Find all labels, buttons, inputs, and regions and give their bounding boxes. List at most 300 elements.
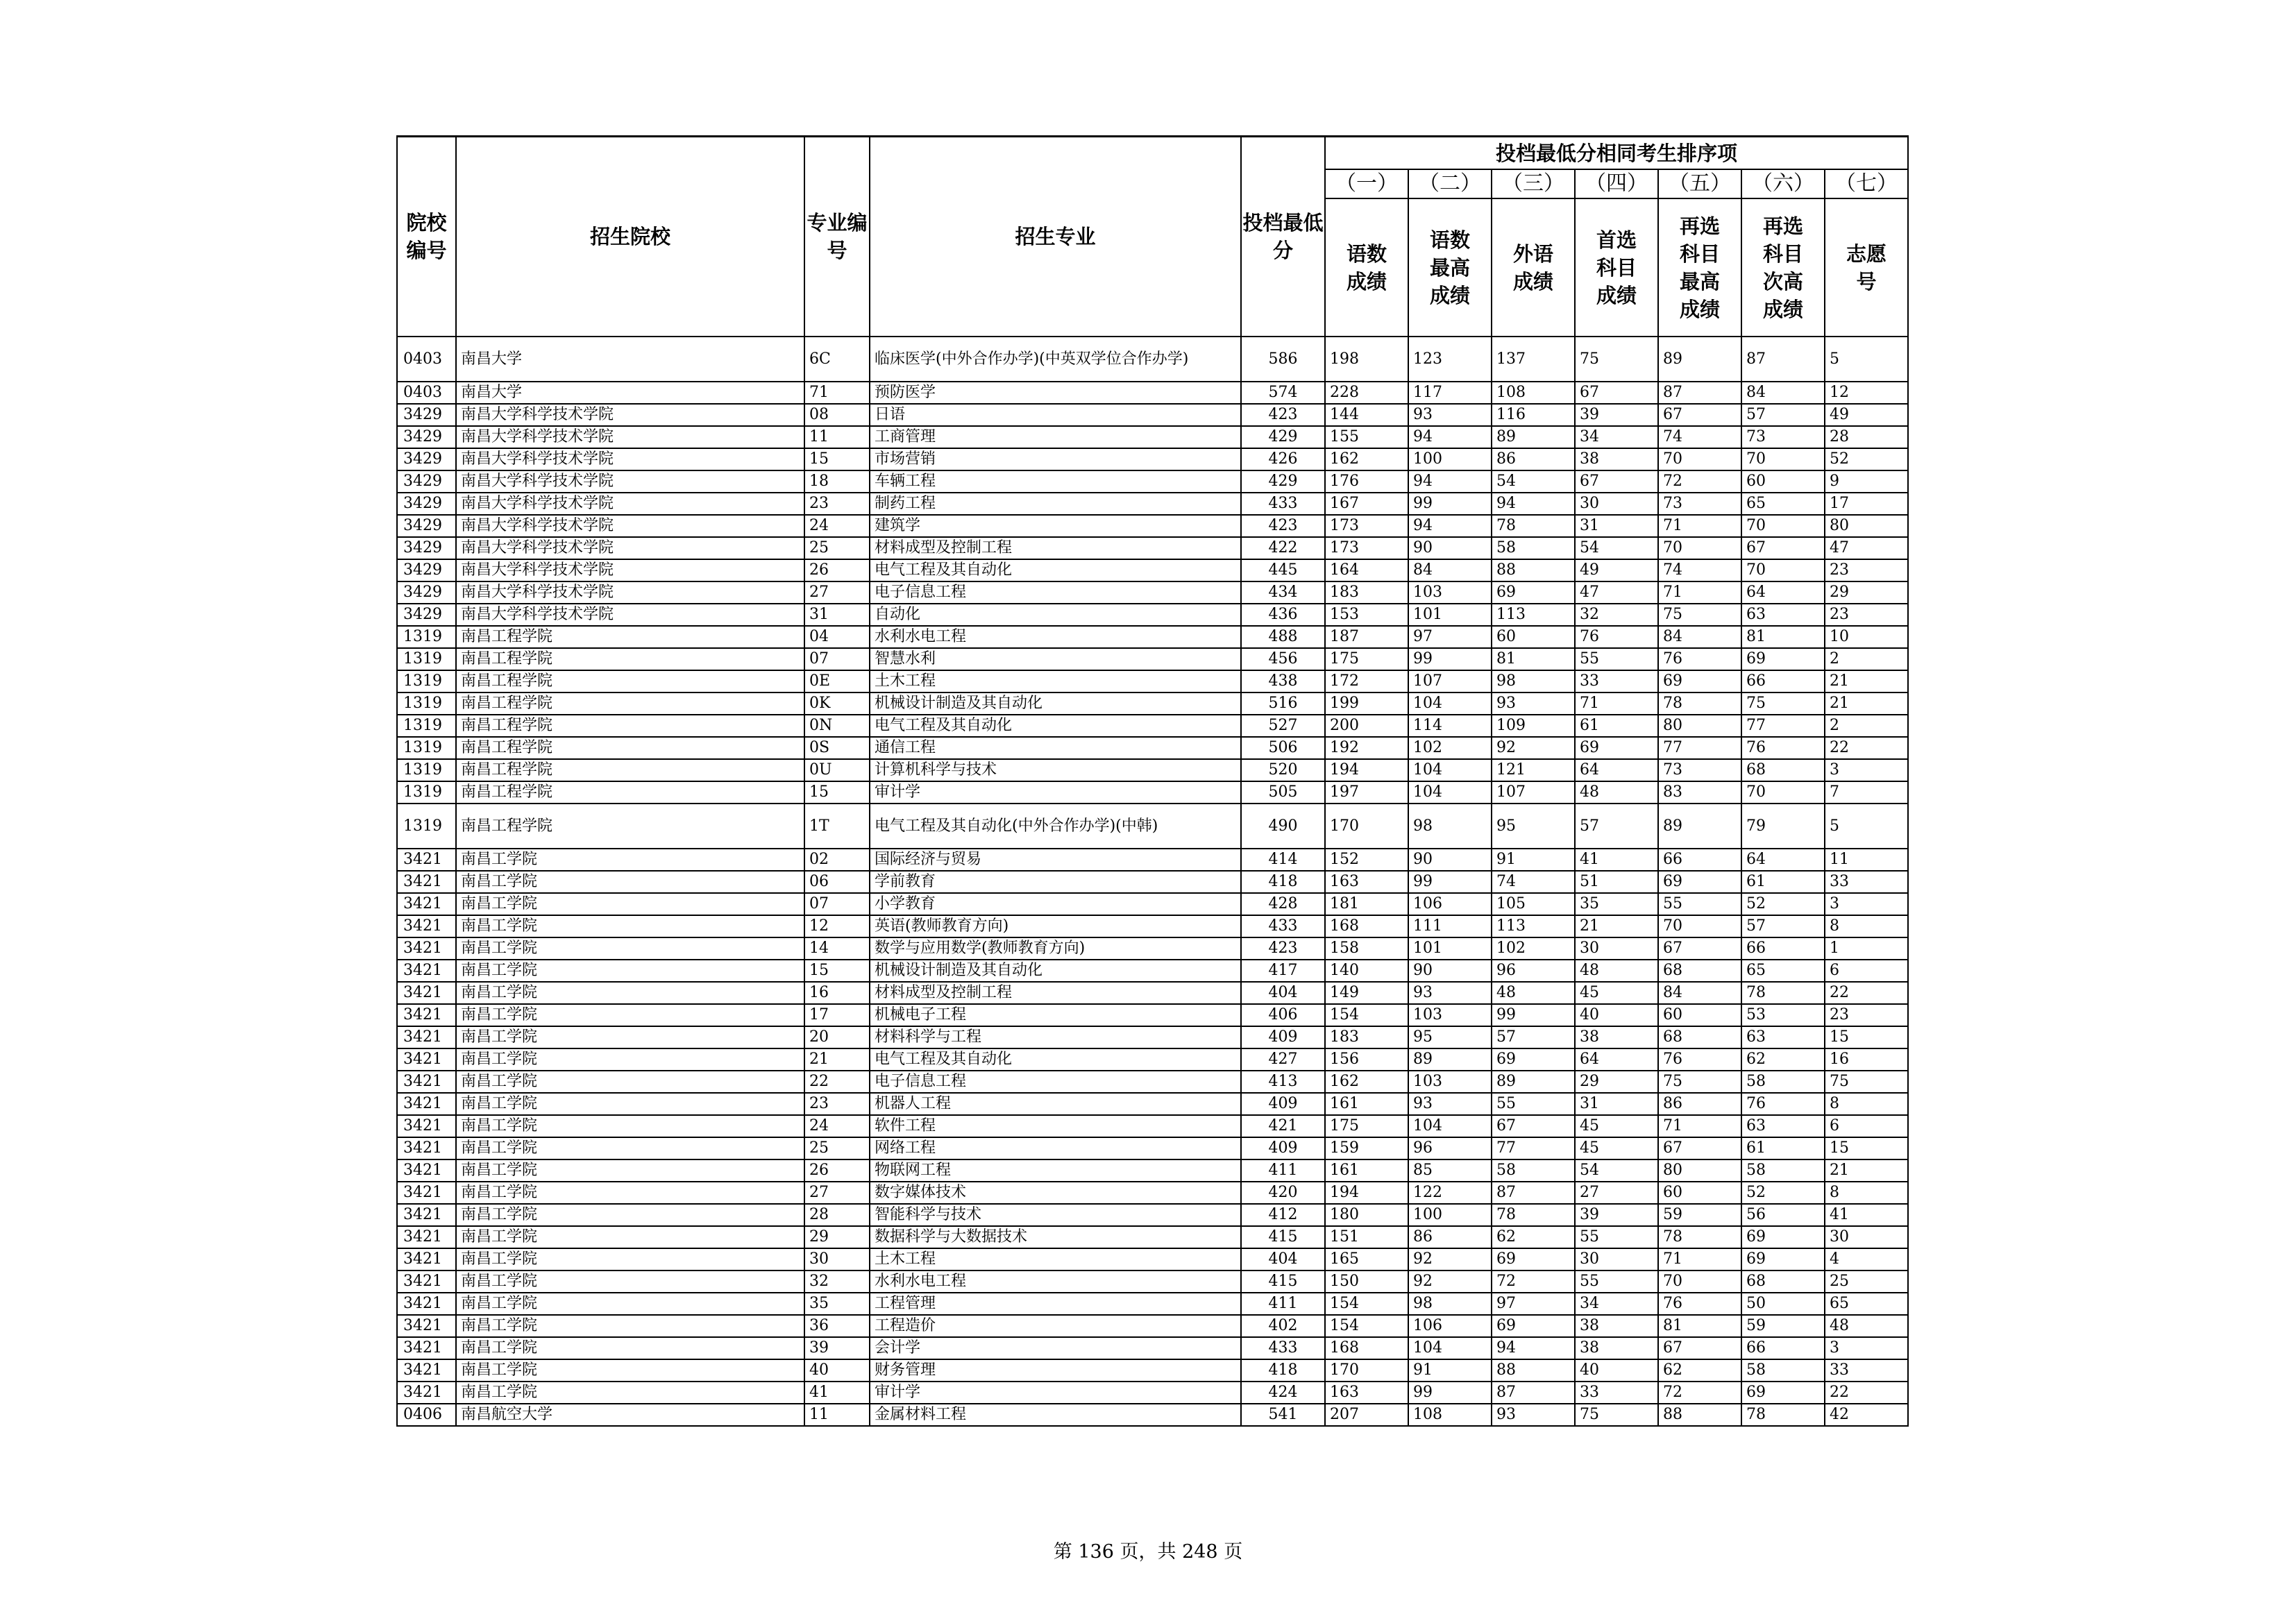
cell-major-name: 水利水电工程 (870, 626, 1241, 648)
cell-tie-4: 33 (1575, 670, 1658, 692)
cell-tie-2: 111 (1408, 915, 1492, 937)
cell-school-code: 3421 (397, 1315, 456, 1337)
cell-tie-7: 22 (1825, 982, 1908, 1004)
cell-tie-4: 47 (1575, 581, 1658, 604)
header-tie-label: 再选科目最高成绩 (1658, 198, 1741, 337)
cell-major-code: 28 (804, 1204, 870, 1226)
cell-tie-7: 4 (1825, 1248, 1908, 1271)
cell-tie-6: 70 (1741, 559, 1825, 581)
cell-school-name: 南昌航空大学 (456, 1404, 804, 1426)
table-body (397, 337, 1908, 1426)
cell-tie-1: 170 (1325, 1359, 1408, 1382)
cell-major-name: 材料成型及控制工程 (870, 982, 1241, 1004)
table-row (397, 404, 1908, 426)
cell-min-score: 433 (1241, 493, 1325, 515)
table-row (397, 493, 1908, 515)
cell-school-code: 3429 (397, 604, 456, 626)
cell-major-code: 0S (804, 737, 870, 759)
cell-tie-1: 173 (1325, 537, 1408, 559)
table-row (397, 626, 1908, 648)
table-row (397, 1048, 1908, 1071)
table-row (397, 670, 1908, 692)
cell-tie-3: 108 (1492, 382, 1575, 404)
cell-tie-7: 41 (1825, 1204, 1908, 1226)
table-row (397, 849, 1908, 871)
cell-tie-6: 78 (1741, 1404, 1825, 1426)
cell-tie-3: 78 (1492, 515, 1575, 537)
cell-tie-4: 71 (1575, 692, 1658, 715)
table-row (397, 1093, 1908, 1115)
cell-school-name: 南昌工学院 (456, 1337, 804, 1359)
cell-school-name: 南昌大学科学技术学院 (456, 493, 804, 515)
table-row (397, 448, 1908, 470)
cell-school-code: 1319 (397, 804, 456, 849)
cell-tie-7: 1 (1825, 937, 1908, 960)
cell-school-code: 1319 (397, 626, 456, 648)
cell-tie-7: 52 (1825, 448, 1908, 470)
cell-school-code: 3421 (397, 1382, 456, 1404)
cell-tie-6: 63 (1741, 1115, 1825, 1137)
cell-major-name: 自动化 (870, 604, 1241, 626)
table-row (397, 915, 1908, 937)
cell-tie-7: 29 (1825, 581, 1908, 604)
cell-school-code: 3421 (397, 1115, 456, 1137)
cell-major-name: 物联网工程 (870, 1159, 1241, 1182)
cell-min-score: 411 (1241, 1293, 1325, 1315)
cell-school-code: 3421 (397, 915, 456, 937)
cell-major-code: 07 (804, 893, 870, 915)
cell-min-score: 429 (1241, 426, 1325, 448)
cell-tie-5: 68 (1658, 960, 1741, 982)
header-school-name: 招生院校 (456, 137, 804, 337)
cell-school-code: 3421 (397, 849, 456, 871)
cell-tie-5: 60 (1658, 1182, 1741, 1204)
cell-tie-6: 68 (1741, 1271, 1825, 1293)
cell-tie-6: 84 (1741, 382, 1825, 404)
table-row (397, 960, 1908, 982)
cell-major-name: 审计学 (870, 1382, 1241, 1404)
cell-tie-4: 39 (1575, 1204, 1658, 1226)
cell-tie-2: 107 (1408, 670, 1492, 692)
header-tie-label: 志愿号 (1825, 198, 1908, 337)
cell-min-score: 574 (1241, 382, 1325, 404)
cell-tie-1: 168 (1325, 915, 1408, 937)
cell-major-code: 0N (804, 715, 870, 737)
cell-school-code: 0406 (397, 1404, 456, 1426)
cell-major-code: 17 (804, 1004, 870, 1026)
cell-tie-3: 137 (1492, 337, 1575, 382)
cell-tie-1: 156 (1325, 1048, 1408, 1071)
cell-tie-2: 99 (1408, 493, 1492, 515)
table-row (397, 1115, 1908, 1137)
cell-tie-6: 70 (1741, 448, 1825, 470)
cell-tie-4: 55 (1575, 1226, 1658, 1248)
cell-tie-3: 93 (1492, 1404, 1575, 1426)
cell-tie-4: 76 (1575, 626, 1658, 648)
cell-school-code: 1319 (397, 715, 456, 737)
cell-tie-6: 52 (1741, 1182, 1825, 1204)
cell-major-code: 39 (804, 1337, 870, 1359)
cell-school-code: 3421 (397, 1271, 456, 1293)
cell-tie-1: 151 (1325, 1226, 1408, 1248)
cell-tie-3: 92 (1492, 737, 1575, 759)
cell-major-name: 学前教育 (870, 871, 1241, 893)
cell-tie-1: 159 (1325, 1137, 1408, 1159)
cell-tie-1: 173 (1325, 515, 1408, 537)
header-tie-number: （三） (1492, 169, 1575, 198)
table-row (397, 1204, 1908, 1226)
table-row (397, 871, 1908, 893)
cell-tie-7: 22 (1825, 1382, 1908, 1404)
cell-min-score: 586 (1241, 337, 1325, 382)
table-row (397, 537, 1908, 559)
cell-tie-3: 60 (1492, 626, 1575, 648)
cell-tie-7: 23 (1825, 559, 1908, 581)
cell-major-code: 0K (804, 692, 870, 715)
cell-school-code: 3421 (397, 1026, 456, 1048)
table-row (397, 1137, 1908, 1159)
cell-tie-2: 89 (1408, 1048, 1492, 1071)
cell-tie-2: 106 (1408, 1315, 1492, 1337)
cell-min-score: 423 (1241, 404, 1325, 426)
cell-tie-6: 66 (1741, 670, 1825, 692)
cell-tie-5: 67 (1658, 937, 1741, 960)
cell-tie-2: 122 (1408, 1182, 1492, 1204)
cell-tie-7: 8 (1825, 915, 1908, 937)
cell-major-code: 30 (804, 1248, 870, 1271)
cell-major-code: 6C (804, 337, 870, 382)
cell-min-score: 417 (1241, 960, 1325, 982)
cell-min-score: 418 (1241, 1359, 1325, 1382)
cell-school-name: 南昌工学院 (456, 937, 804, 960)
cell-tie-3: 55 (1492, 1093, 1575, 1115)
cell-major-code: 22 (804, 1071, 870, 1093)
cell-tie-4: 55 (1575, 648, 1658, 670)
cell-major-name: 电气工程及其自动化(中外合作办学)(中韩) (870, 804, 1241, 849)
cell-school-name: 南昌工学院 (456, 893, 804, 915)
cell-tie-2: 90 (1408, 849, 1492, 871)
cell-major-name: 电气工程及其自动化 (870, 559, 1241, 581)
cell-tie-4: 64 (1575, 1048, 1658, 1071)
cell-school-code: 3421 (397, 1293, 456, 1315)
cell-tie-6: 79 (1741, 804, 1825, 849)
cell-school-code: 3421 (397, 960, 456, 982)
cell-tie-1: 162 (1325, 448, 1408, 470)
cell-school-code: 1319 (397, 737, 456, 759)
cell-school-name: 南昌工学院 (456, 1137, 804, 1159)
cell-tie-7: 15 (1825, 1137, 1908, 1159)
cell-school-code: 3421 (397, 1137, 456, 1159)
cell-tie-7: 33 (1825, 871, 1908, 893)
table-row (397, 737, 1908, 759)
header-tie-number: （六） (1741, 169, 1825, 198)
cell-major-name: 机械设计制造及其自动化 (870, 692, 1241, 715)
cell-tie-6: 77 (1741, 715, 1825, 737)
cell-tie-2: 106 (1408, 893, 1492, 915)
cell-tie-7: 17 (1825, 493, 1908, 515)
cell-major-code: 07 (804, 648, 870, 670)
cell-tie-6: 69 (1741, 648, 1825, 670)
cell-tie-4: 75 (1575, 337, 1658, 382)
cell-tie-2: 93 (1408, 982, 1492, 1004)
cell-tie-5: 73 (1658, 759, 1741, 781)
cell-tie-3: 93 (1492, 692, 1575, 715)
cell-school-name: 南昌工学院 (456, 1182, 804, 1204)
cell-min-score: 424 (1241, 1382, 1325, 1404)
cell-major-name: 车辆工程 (870, 470, 1241, 493)
table-row (397, 1071, 1908, 1093)
cell-tie-1: 181 (1325, 893, 1408, 915)
cell-major-code: 14 (804, 937, 870, 960)
cell-school-code: 0403 (397, 382, 456, 404)
cell-tie-2: 85 (1408, 1159, 1492, 1182)
cell-major-code: 26 (804, 1159, 870, 1182)
cell-tie-5: 76 (1658, 1048, 1741, 1071)
cell-tie-3: 69 (1492, 1315, 1575, 1337)
cell-tie-3: 87 (1492, 1182, 1575, 1204)
cell-tie-7: 3 (1825, 1337, 1908, 1359)
cell-tie-4: 39 (1575, 404, 1658, 426)
table-row (397, 337, 1908, 382)
table-row (397, 1271, 1908, 1293)
cell-tie-7: 8 (1825, 1182, 1908, 1204)
cell-tie-3: 69 (1492, 581, 1575, 604)
cell-major-code: 25 (804, 1137, 870, 1159)
cell-tie-3: 81 (1492, 648, 1575, 670)
cell-tie-6: 65 (1741, 493, 1825, 515)
header-tie-label: 语数成绩 (1325, 198, 1408, 337)
cell-tie-1: 140 (1325, 960, 1408, 982)
cell-tie-2: 95 (1408, 1026, 1492, 1048)
cell-min-score: 415 (1241, 1226, 1325, 1248)
cell-major-name: 日语 (870, 404, 1241, 426)
cell-tie-5: 55 (1658, 893, 1741, 915)
cell-major-code: 04 (804, 626, 870, 648)
cell-tie-4: 27 (1575, 1182, 1658, 1204)
cell-tie-1: 175 (1325, 648, 1408, 670)
cell-school-code: 3429 (397, 515, 456, 537)
cell-tie-5: 67 (1658, 1137, 1741, 1159)
cell-tie-2: 94 (1408, 470, 1492, 493)
table-row (397, 515, 1908, 537)
cell-school-name: 南昌工程学院 (456, 692, 804, 715)
cell-major-name: 小学教育 (870, 893, 1241, 915)
cell-tie-5: 81 (1658, 1315, 1741, 1337)
cell-tie-4: 33 (1575, 1382, 1658, 1404)
cell-school-name: 南昌工程学院 (456, 781, 804, 804)
cell-tie-6: 73 (1741, 426, 1825, 448)
cell-major-code: 21 (804, 1048, 870, 1071)
cell-tie-4: 40 (1575, 1359, 1658, 1382)
cell-tie-2: 101 (1408, 604, 1492, 626)
cell-major-code: 0E (804, 670, 870, 692)
cell-tie-7: 8 (1825, 1093, 1908, 1115)
cell-tie-6: 57 (1741, 404, 1825, 426)
cell-tie-1: 153 (1325, 604, 1408, 626)
cell-tie-4: 45 (1575, 1137, 1658, 1159)
cell-tie-1: 149 (1325, 982, 1408, 1004)
cell-tie-4: 38 (1575, 1315, 1658, 1337)
cell-school-code: 3421 (397, 1182, 456, 1204)
cell-major-name: 电气工程及其自动化 (870, 1048, 1241, 1071)
cell-min-score: 438 (1241, 670, 1325, 692)
cell-tie-1: 187 (1325, 626, 1408, 648)
cell-tie-7: 6 (1825, 1115, 1908, 1137)
table-row (397, 804, 1908, 849)
cell-min-score: 404 (1241, 982, 1325, 1004)
cell-tie-4: 61 (1575, 715, 1658, 737)
cell-school-name: 南昌工学院 (456, 1071, 804, 1093)
cell-tie-2: 96 (1408, 1137, 1492, 1159)
cell-school-name: 南昌工学院 (456, 1048, 804, 1071)
cell-school-code: 3421 (397, 1071, 456, 1093)
table-row (397, 1226, 1908, 1248)
cell-min-score: 415 (1241, 1271, 1325, 1293)
cell-tie-2: 92 (1408, 1248, 1492, 1271)
cell-major-code: 24 (804, 515, 870, 537)
cell-tie-6: 78 (1741, 982, 1825, 1004)
cell-school-name: 南昌大学科学技术学院 (456, 515, 804, 537)
table-row (397, 559, 1908, 581)
cell-tie-1: 192 (1325, 737, 1408, 759)
table-header (397, 137, 1908, 337)
cell-min-score: 402 (1241, 1315, 1325, 1337)
table-row (397, 648, 1908, 670)
cell-tie-5: 70 (1658, 537, 1741, 559)
table-row (397, 1293, 1908, 1315)
cell-tie-6: 81 (1741, 626, 1825, 648)
header-major-name: 招生专业 (870, 137, 1241, 337)
cell-tie-2: 97 (1408, 626, 1492, 648)
cell-tie-2: 102 (1408, 737, 1492, 759)
cell-school-code: 3421 (397, 1226, 456, 1248)
cell-min-score: 421 (1241, 1115, 1325, 1137)
cell-tie-7: 23 (1825, 1004, 1908, 1026)
cell-tie-2: 104 (1408, 692, 1492, 715)
cell-school-code: 3421 (397, 1204, 456, 1226)
cell-tie-7: 23 (1825, 604, 1908, 626)
cell-tie-5: 70 (1658, 915, 1741, 937)
cell-school-code: 3429 (397, 404, 456, 426)
cell-major-code: 15 (804, 781, 870, 804)
cell-tie-3: 48 (1492, 982, 1575, 1004)
cell-major-code: 23 (804, 1093, 870, 1115)
cell-tie-5: 78 (1658, 1226, 1741, 1248)
cell-tie-6: 58 (1741, 1359, 1825, 1382)
cell-tie-3: 88 (1492, 559, 1575, 581)
cell-tie-5: 72 (1658, 1382, 1741, 1404)
cell-tie-6: 60 (1741, 470, 1825, 493)
cell-min-score: 527 (1241, 715, 1325, 737)
cell-tie-4: 31 (1575, 1093, 1658, 1115)
cell-tie-3: 89 (1492, 426, 1575, 448)
table-row (397, 1337, 1908, 1359)
cell-major-code: 06 (804, 871, 870, 893)
cell-school-name: 南昌工程学院 (456, 648, 804, 670)
cell-school-code: 3421 (397, 1159, 456, 1182)
cell-tie-4: 30 (1575, 493, 1658, 515)
cell-min-score: 409 (1241, 1137, 1325, 1159)
table-row (397, 1359, 1908, 1382)
cell-tie-5: 72 (1658, 470, 1741, 493)
cell-min-score: 420 (1241, 1182, 1325, 1204)
cell-tie-5: 70 (1658, 448, 1741, 470)
cell-tie-2: 93 (1408, 404, 1492, 426)
cell-tie-7: 21 (1825, 670, 1908, 692)
cell-major-name: 市场营销 (870, 448, 1241, 470)
cell-tie-5: 77 (1658, 737, 1741, 759)
cell-major-name: 数字媒体技术 (870, 1182, 1241, 1204)
header-tie-number: （五） (1658, 169, 1741, 198)
cell-tie-3: 69 (1492, 1248, 1575, 1271)
cell-tie-2: 99 (1408, 648, 1492, 670)
cell-tie-6: 50 (1741, 1293, 1825, 1315)
cell-tie-5: 71 (1658, 1115, 1741, 1137)
table-row (397, 1382, 1908, 1404)
table-row (397, 604, 1908, 626)
table-row (397, 1248, 1908, 1271)
cell-tie-5: 87 (1658, 382, 1741, 404)
cell-tie-1: 150 (1325, 1271, 1408, 1293)
cell-major-name: 电子信息工程 (870, 1071, 1241, 1093)
header-major-code: 专业编号 (804, 137, 870, 337)
cell-tie-4: 48 (1575, 960, 1658, 982)
cell-tie-3: 57 (1492, 1026, 1575, 1048)
cell-tie-3: 87 (1492, 1382, 1575, 1404)
cell-school-code: 3421 (397, 1337, 456, 1359)
cell-tie-2: 103 (1408, 1004, 1492, 1026)
cell-tie-2: 90 (1408, 537, 1492, 559)
cell-tie-3: 58 (1492, 1159, 1575, 1182)
cell-school-code: 3421 (397, 1048, 456, 1071)
cell-tie-6: 65 (1741, 960, 1825, 982)
cell-tie-4: 30 (1575, 937, 1658, 960)
cell-tie-5: 80 (1658, 715, 1741, 737)
cell-school-name: 南昌工学院 (456, 1115, 804, 1137)
cell-min-score: 428 (1241, 893, 1325, 915)
cell-tie-3: 99 (1492, 1004, 1575, 1026)
cell-major-code: 27 (804, 581, 870, 604)
cell-tie-5: 84 (1658, 982, 1741, 1004)
cell-school-name: 南昌工学院 (456, 1315, 804, 1337)
table-row (397, 1026, 1908, 1048)
cell-school-name: 南昌工程学院 (456, 759, 804, 781)
cell-tie-2: 101 (1408, 937, 1492, 960)
cell-tie-2: 98 (1408, 1293, 1492, 1315)
cell-tie-6: 66 (1741, 1337, 1825, 1359)
cell-major-name: 智能科学与技术 (870, 1204, 1241, 1226)
cell-major-name: 制药工程 (870, 493, 1241, 515)
cell-tie-7: 3 (1825, 759, 1908, 781)
cell-min-score: 423 (1241, 515, 1325, 537)
cell-min-score: 488 (1241, 626, 1325, 648)
cell-school-name: 南昌工程学院 (456, 715, 804, 737)
cell-tie-1: 158 (1325, 937, 1408, 960)
cell-tie-6: 69 (1741, 1248, 1825, 1271)
cell-tie-2: 94 (1408, 515, 1492, 537)
cell-tie-2: 123 (1408, 337, 1492, 382)
cell-min-score: 429 (1241, 470, 1325, 493)
cell-school-name: 南昌大学科学技术学院 (456, 604, 804, 626)
cell-tie-4: 54 (1575, 537, 1658, 559)
cell-tie-5: 78 (1658, 692, 1741, 715)
cell-min-score: 520 (1241, 759, 1325, 781)
cell-tie-7: 47 (1825, 537, 1908, 559)
cell-tie-4: 69 (1575, 737, 1658, 759)
cell-min-score: 506 (1241, 737, 1325, 759)
cell-tie-1: 155 (1325, 426, 1408, 448)
cell-tie-1: 228 (1325, 382, 1408, 404)
